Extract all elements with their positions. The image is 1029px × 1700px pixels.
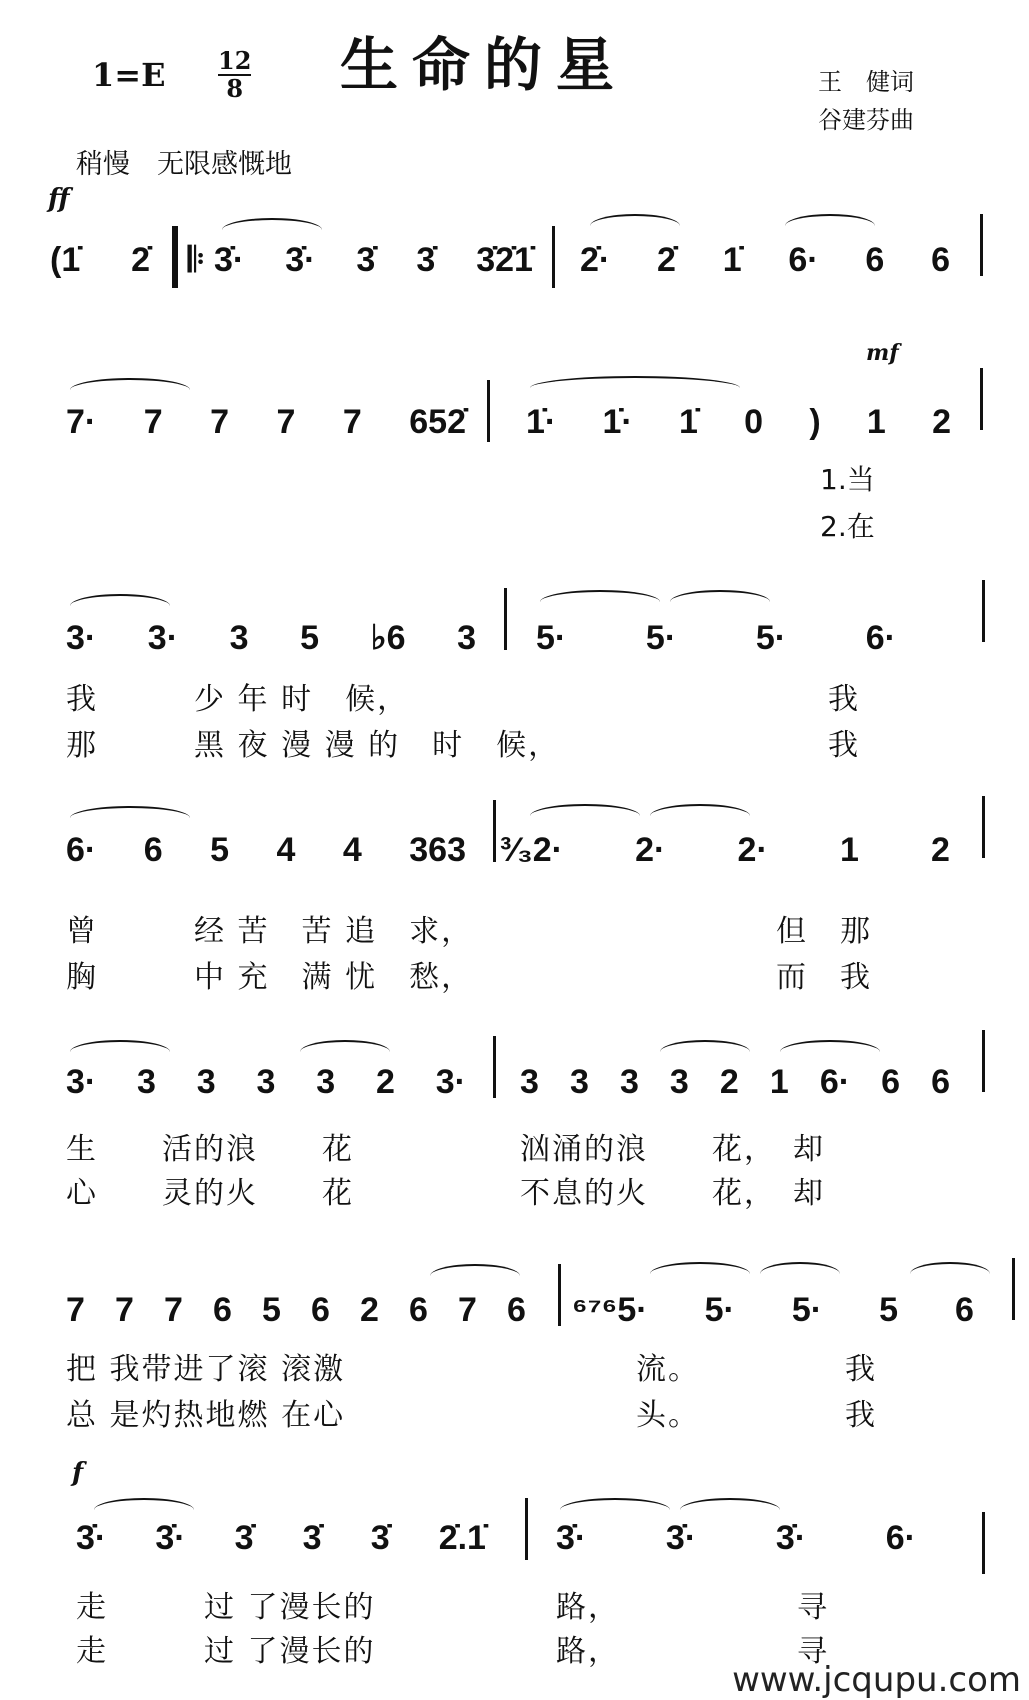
note: 3· (147, 619, 179, 657)
note: 2· (635, 831, 666, 869)
tie (590, 214, 680, 238)
note: 2· (737, 831, 768, 869)
barline (1012, 1258, 1015, 1320)
tempo-marking: 稍慢 无限感慨地 (76, 149, 292, 180)
note: 7 (342, 403, 362, 441)
tie (650, 804, 750, 828)
note: 3· (66, 619, 97, 657)
note: 6 (311, 1291, 330, 1329)
note: 6 (409, 1291, 428, 1329)
dynamic-mf: mf (866, 340, 899, 366)
measure (536, 614, 896, 658)
note: 4 (342, 831, 362, 869)
note: 6· (885, 1519, 916, 1557)
note: 5 (262, 1291, 281, 1329)
meter-top: 12 (218, 46, 252, 75)
barline (982, 580, 985, 642)
note: 3̇· (285, 241, 316, 279)
note: 7 (66, 1291, 85, 1329)
barline (980, 214, 983, 276)
measure (50, 236, 150, 280)
note: 4 (276, 831, 296, 869)
lyric-v2: 胸 中 充 满 忧 愁， (66, 960, 474, 995)
tie (300, 1040, 390, 1064)
note: 7 (210, 403, 230, 441)
note: ♭6 (370, 619, 406, 657)
repeat-barline (172, 226, 178, 288)
note: 3̇ (416, 241, 436, 279)
barline (504, 588, 507, 650)
note: 6 (931, 241, 950, 279)
note: 1̇· (526, 403, 557, 441)
note: 2̇.1̇ (438, 1519, 486, 1557)
note: 5· (704, 1291, 735, 1329)
barline (982, 1030, 985, 1092)
note: ) (809, 403, 821, 441)
barline (558, 1264, 561, 1326)
tie (530, 376, 740, 400)
dynamic-ff: ff (48, 184, 70, 214)
note: 5 (210, 831, 230, 869)
measure (66, 614, 476, 658)
note: 7 (276, 403, 296, 441)
note: 6 (865, 241, 885, 279)
note: 3̇2̇1̇ (476, 241, 533, 279)
lyric-v2: 不息的火 花， 却 (520, 1176, 825, 1211)
note: 3̇ (370, 1519, 390, 1557)
note: 1 (769, 1063, 789, 1101)
note: 7 (164, 1291, 183, 1329)
note: 6· (865, 619, 896, 657)
lyricist: 王 健词 (818, 68, 914, 96)
measure (526, 398, 951, 442)
note: 7· (66, 403, 97, 441)
lyric-v1: 汹涌的浪 花， 却 (520, 1132, 825, 1167)
lyric-v2: 路， 寻 (556, 1634, 829, 1669)
meter-bottom: 8 (226, 74, 244, 103)
note: 6· (819, 1063, 851, 1101)
lyric-v2: 心 灵的火 花 (66, 1176, 354, 1211)
note: 7 (115, 1291, 134, 1329)
note: 3 (457, 619, 476, 657)
note: 3· (435, 1063, 466, 1101)
note: 6 (955, 1291, 974, 1329)
note: 5 (879, 1291, 899, 1329)
note: 5 (300, 619, 319, 657)
lyric-v2: 而 我 (520, 960, 872, 995)
dynamic-f: f (72, 1458, 84, 1488)
note: 5· (536, 619, 567, 657)
note: 6 (213, 1291, 232, 1329)
lyric-v1: 曾 经 苦 苦 追 求， (66, 914, 474, 949)
note: 2 (719, 1063, 739, 1101)
barline (487, 380, 490, 442)
tie (540, 590, 660, 614)
lyric-v2: 总 是灼热地燃 在心 (66, 1398, 346, 1433)
key-signature: 1=E (92, 56, 166, 94)
note: 7 (143, 403, 163, 441)
lyric-v2: 我 (540, 728, 860, 763)
note: 1̇· (602, 403, 633, 441)
note: 3̇ (234, 1519, 254, 1557)
note: 3 (196, 1063, 216, 1101)
tie (785, 214, 875, 238)
measure (580, 236, 950, 280)
tie (680, 1498, 780, 1522)
note: 2̇ (131, 241, 150, 279)
watermark: www.jcqupu.com (732, 1660, 1021, 1700)
verse-marker-1: 1.当 (820, 463, 875, 496)
lyric-v2: 头。 我 (572, 1398, 877, 1433)
measure (66, 1286, 526, 1330)
lyric-v1: 我 (540, 682, 860, 717)
note: 1 (839, 831, 859, 869)
note: 6 (143, 831, 163, 869)
barline (493, 1036, 496, 1098)
note: 3 (569, 1063, 589, 1101)
note: 3̇· (76, 1519, 107, 1557)
note: 3· (66, 1063, 97, 1101)
note: 363 (409, 831, 466, 869)
lyric-v1: 把 我带进了滚 滚激 (66, 1352, 346, 1387)
time-signature (218, 48, 251, 102)
note: 1 (866, 403, 886, 441)
note: 652̇ (409, 403, 466, 441)
note: 6· (788, 241, 819, 279)
note: 0 (744, 403, 764, 441)
note: 2 (360, 1291, 379, 1329)
note: ⁶⁷⁶5· (572, 1291, 648, 1329)
tie (70, 378, 190, 402)
note: 2 (931, 831, 950, 869)
note: 5· (791, 1291, 823, 1329)
tie (530, 804, 640, 828)
measure (188, 236, 533, 280)
tie (94, 1498, 194, 1522)
note: 2 (932, 403, 951, 441)
note: 3 (520, 1063, 539, 1101)
measure (520, 1058, 950, 1102)
note: 7 (458, 1291, 477, 1329)
note: 6· (66, 831, 97, 869)
lyric-v1: 但 那 (520, 914, 872, 949)
verse-marker-2: 2.在 (820, 510, 875, 543)
tie (222, 218, 322, 242)
barline (982, 796, 985, 858)
lyric-v2: 走 过 了漫长的 (76, 1634, 376, 1669)
note: 2̇· (580, 241, 611, 279)
tie (70, 594, 170, 618)
lyric-v1: 流。 我 (572, 1352, 877, 1387)
note: 2 (375, 1063, 395, 1101)
note: 3 (316, 1063, 336, 1101)
note: 3 (619, 1063, 639, 1101)
note: 5· (645, 619, 677, 657)
measure (66, 398, 466, 442)
lyric-v2: 那 黑 夜 漫 漫 的 时 候， (66, 728, 561, 763)
note: 3̇· (775, 1519, 807, 1557)
note: 3̇ (302, 1519, 322, 1557)
note: 5· (755, 619, 787, 657)
barline (980, 368, 983, 430)
note: 3 (137, 1063, 156, 1101)
note: 3̇ (356, 241, 376, 279)
barline (525, 1498, 528, 1560)
song-title: 生命的星 (340, 31, 629, 99)
measure (66, 1058, 466, 1102)
tie (560, 1498, 670, 1522)
note: 𝄆 3̇· (188, 241, 245, 279)
note: 6 (881, 1063, 901, 1101)
tie (910, 1262, 990, 1286)
lyric-v1: 走 过 了漫长的 (76, 1590, 376, 1625)
tie (70, 1040, 170, 1064)
tie (760, 1262, 840, 1286)
barline (493, 800, 496, 862)
note: 3̇· (665, 1519, 697, 1557)
note: 3̇· (556, 1519, 587, 1557)
note: 1̇ (678, 403, 698, 441)
tie (660, 1040, 750, 1064)
note: 1̇ (722, 241, 742, 279)
tie (780, 1040, 880, 1064)
note: 2̇ (657, 241, 676, 279)
measure (66, 826, 466, 870)
note: 6 (507, 1291, 526, 1329)
tie (650, 1262, 750, 1286)
barline (552, 226, 555, 288)
lyric-v1: 路， 寻 (556, 1590, 829, 1625)
note: 6 (931, 1063, 950, 1101)
tie (430, 1264, 520, 1288)
composer: 谷建芬曲 (818, 106, 914, 134)
lyric-v1: 生 活的浪 花 (66, 1132, 354, 1167)
measure (500, 826, 950, 870)
note: 3 (669, 1063, 689, 1101)
tie (670, 590, 770, 614)
note: (1̇ (50, 241, 81, 279)
note: 3̇· (155, 1519, 186, 1557)
barline (982, 1512, 985, 1574)
note: 3 (229, 619, 249, 657)
tie (70, 806, 190, 830)
note: ³⁄₃2· (500, 831, 563, 869)
measure (572, 1286, 974, 1330)
lyric-v1: 我 少 年 时 候， (66, 682, 410, 717)
note: 3 (256, 1063, 276, 1101)
